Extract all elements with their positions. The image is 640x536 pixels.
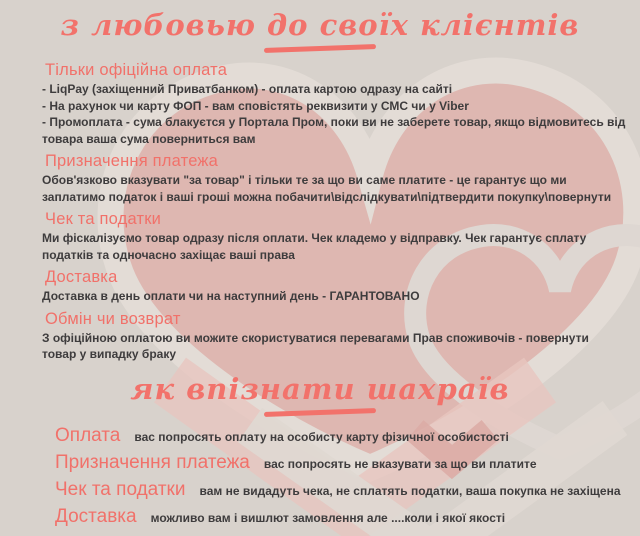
scam-signs-list	[0, 425, 640, 528]
section-receipt-taxes	[0, 210, 640, 263]
section-line: - LiqPay (захіщенний Приватбанком) - оплата картою одразу на сайті	[42, 82, 453, 96]
section-official-payment	[0, 61, 640, 147]
scam-row-purpose	[55, 452, 640, 474]
section-payment-purpose	[0, 152, 640, 205]
scam-text: вас попросять не вказувати за що ви платите	[263, 456, 537, 471]
scam-row-payment	[55, 425, 640, 447]
scam-heading: Чек та податки	[55, 478, 186, 500]
scam-row-receipt	[55, 479, 640, 501]
official-payment-sections	[0, 61, 640, 363]
scam-text: вас попросять оплату на особисту карту фізичної особистості	[134, 429, 509, 444]
section-line: - На рахунок чи карту ФОП - вам сповістять реквизити у СМС чи у Viber	[42, 98, 469, 113]
poster-title-bottom: як впізнати шахраїв	[130, 371, 510, 406]
scam-row-delivery	[55, 506, 640, 528]
title-bottom-underline-stroke	[264, 408, 376, 417]
poster-title-top: з любовью до своїх клієнтів	[60, 8, 580, 42]
scam-heading: Оплата	[55, 424, 121, 446]
section-line: - Промоплата - сума блакуєтся у Портала Пром, поки ви не заберете товар, якщо відмовитесь від товара ваша сума поверниться вам	[42, 115, 626, 146]
section-heading: Чек та податки	[45, 210, 162, 228]
scam-text: можливо вам і вишлют замовлення але ....коли і якої якості	[150, 510, 506, 525]
section-heading: Призначення платежа	[45, 152, 219, 170]
scam-heading: Доставка	[55, 505, 137, 527]
scam-heading: Призначення платежа	[55, 451, 250, 473]
section-line: Обов'язково вказувати "за товар" і тільки те за що ви саме платите - це гарантує що ми заплатимо податок і ваші гроші можна побачити\відслідкувати\підтвердити покупку\повернути	[42, 173, 612, 204]
section-heading: Доставка	[45, 268, 118, 286]
section-heading: Тільки офіційна оплата	[45, 61, 228, 79]
section-heading: Обмін чи возврат	[45, 309, 181, 328]
title-top-underline-stroke	[264, 44, 376, 53]
section-delivery	[0, 268, 640, 305]
section-line: З офіційною оплатою ви можите скористуватися перевагами Прав споживочів - повернути товар у випадку браку	[42, 330, 589, 361]
section-exchange-return	[0, 310, 640, 363]
section-line: Ми фіскалізуємо товар одразу після оплати. Чек кладемо у відправку. Чек гарантує сплату податків та одночасно захіщає ваші права	[42, 231, 587, 262]
section-line: Доставка в день оплати чи на наступний день - ГАРАНТОВАНО	[42, 289, 420, 303]
scam-text: вам не видадуть чека, не сплатять податки, ваша покупка не захіщена	[199, 483, 621, 498]
